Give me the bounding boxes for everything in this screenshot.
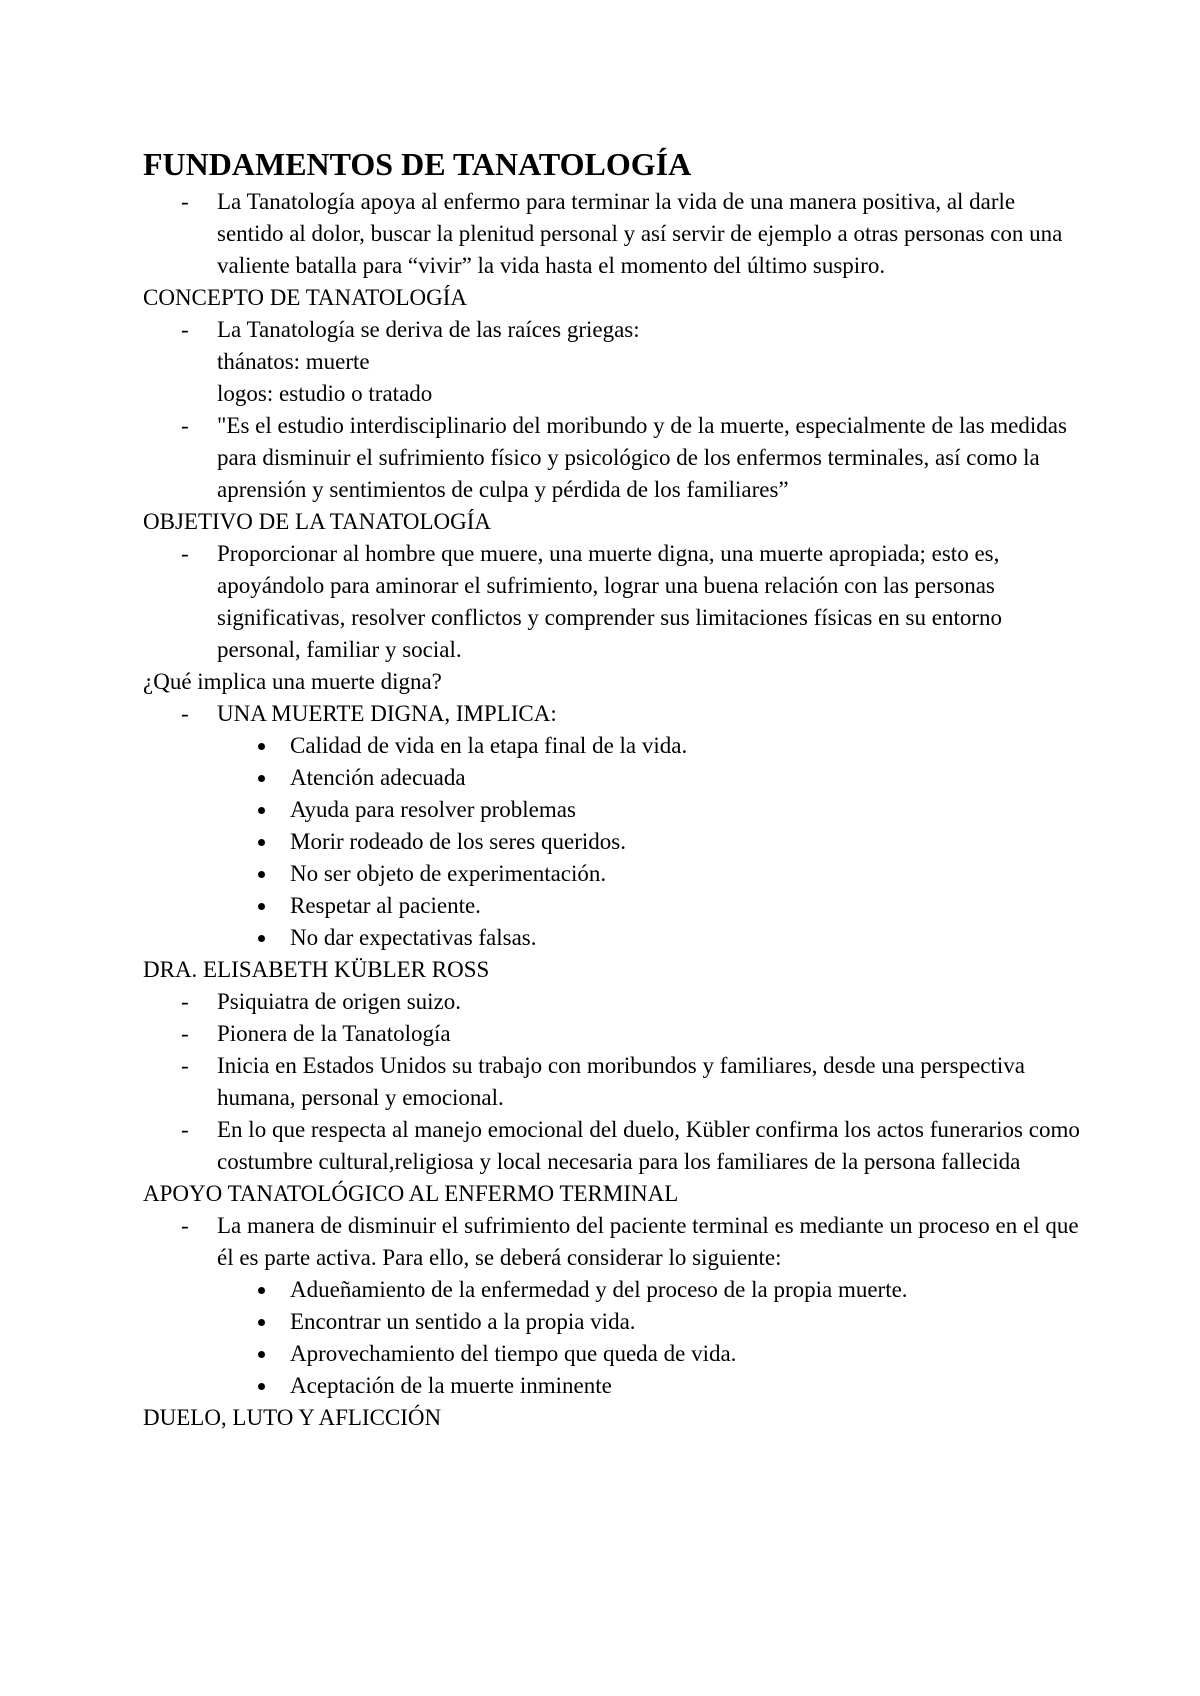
concepto-roots-line: - La Tanatología se deriva de las raíces griegas: [217,317,640,342]
section-heading-muerte-digna: ¿Qué implica una muerte digna? [143,669,442,694]
list-item: Calidad de vida en la etapa final de la vida. [217,730,1083,762]
intro-list [143,186,1083,282]
section-heading-duelo: DUELO, LUTO Y AFLICCIÓN [143,1405,442,1430]
list-item: Encontrar un sentido a la propia vida. [217,1306,1083,1338]
concepto-item-definition: - "Es el estudio interdisciplinario del moribundo y de la muerte, especialmente de las medidas para disminuir el sufrimiento físico y psicológico de los enfermos terminales, así como la aprensión y sentimientos de culpa y pérdida de los familiares” [143,410,1083,506]
kubler-ross-list [143,986,1083,1178]
apoyo-intro: - La manera de disminuir el sufrimiento del paciente terminal es mediante un proceso en el que él es parte activa. Para ello, se deberá considerar lo siguiente: [217,1213,1079,1270]
list-item: Ayuda para resolver problemas [217,794,1083,826]
concepto-item-roots [143,314,1083,410]
section-heading-concepto: CONCEPTO DE TANATOLOGÍA [143,285,467,310]
list-item: Adueñamiento de la enfermedad y del proceso de la propia muerte. [217,1274,1083,1306]
list-item: - Psiquiatra de origen suizo. [143,986,1083,1018]
muerte-digna-intro: - UNA MUERTE DIGNA, IMPLICA: [217,701,557,726]
muerte-digna-list [143,698,1083,954]
section-heading-apoyo: APOYO TANATOLÓGICO AL ENFERMO TERMINAL [143,1181,679,1206]
list-item: No ser objeto de experimentación. [217,858,1083,890]
list-item: Aprovechamiento del tiempo que queda de vida. [217,1338,1083,1370]
muerte-digna-bullets [217,730,1083,954]
concepto-logos-line: logos: estudio o tratado [217,381,433,406]
concepto-thanatos-line: thánatos: muerte [217,349,370,374]
list-item: - Inicia en Estados Unidos su trabajo con moribundos y familiares, desde una perspectiva humana, personal y emocional. [143,1050,1083,1114]
document-content [143,144,1083,1434]
list-item: No dar expectativas falsas. [217,922,1083,954]
apoyo-item [143,1210,1083,1402]
concepto-list [143,314,1083,506]
list-item: Aceptación de la muerte inminente [217,1370,1083,1402]
section-heading-objetivo: OBJETIVO DE LA TANATOLOGÍA [143,509,492,534]
list-item: Respetar al paciente. [217,890,1083,922]
objetivo-list [143,538,1083,666]
document-title: FUNDAMENTOS DE TANATOLOGÍA [143,146,692,182]
objetivo-item: - Proporcionar al hombre que muere, una muerte digna, una muerte apropiada; esto es, apoyándolo para aminorar el sufrimiento, lograr una buena relación con las personas significativas, resolver conflictos y comprender sus limitaciones físicas en su entorno personal, familiar y social. [143,538,1083,666]
list-item: Atención adecuada [217,762,1083,794]
intro-item: - La Tanatología apoya al enfermo para terminar la vida de una manera positiva, al darle sentido al dolor, buscar la plenitud personal y así servir de ejemplo a otras personas con una valiente batalla para “vivir” la vida hasta el momento del último suspiro. [143,186,1083,282]
section-heading-kubler-ross: DRA. ELISABETH KÜBLER ROSS [143,957,490,982]
list-item: - Pionera de la Tanatología [143,1018,1083,1050]
list-item: - En lo que respecta al manejo emocional del duelo, Kübler confirma los actos funerarios como costumbre cultural,religiosa y local necesaria para los familiares de la persona fallecida [143,1114,1083,1178]
apoyo-bullets [217,1274,1083,1402]
muerte-digna-item [143,698,1083,954]
apoyo-list [143,1210,1083,1402]
list-item: Morir rodeado de los seres queridos. [217,826,1083,858]
